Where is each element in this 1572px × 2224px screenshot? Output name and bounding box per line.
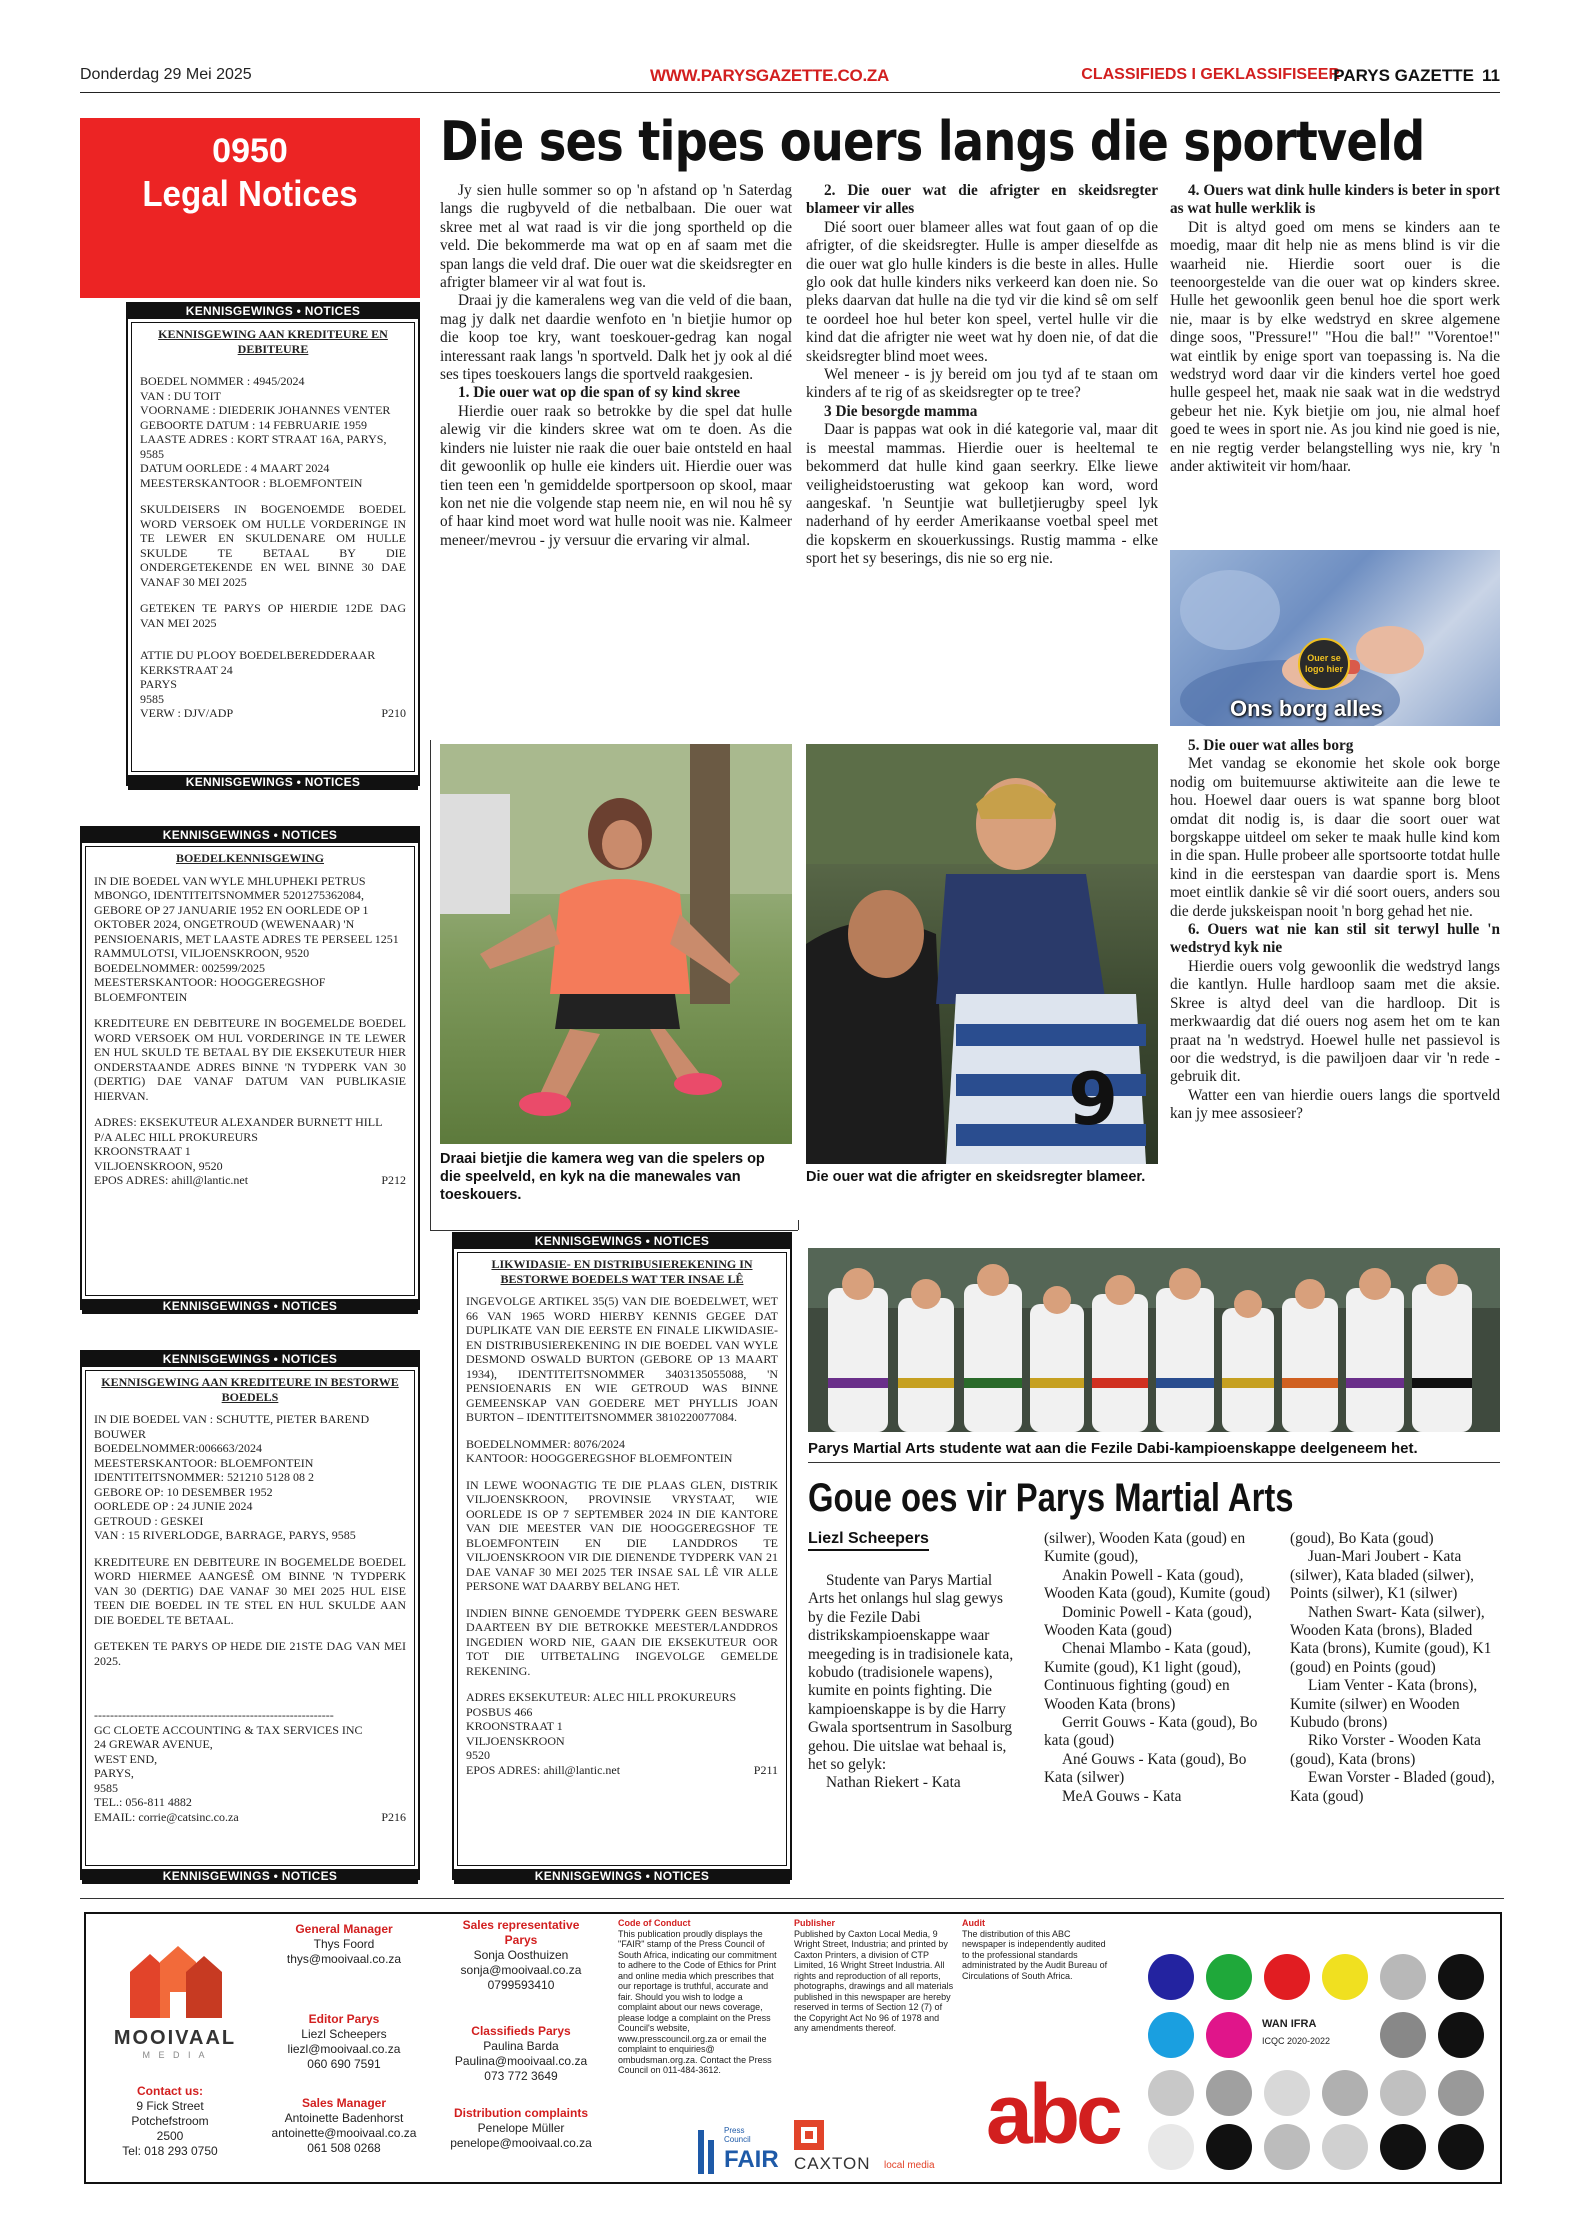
section-label: Legal Notices <box>142 173 358 214</box>
notice-details: IN DIE BOEDEL VAN WYLE MHLUPHEKI PETRUS MBONGO, IDENTITEITSNOMMER 5201275362084, GEBORE OP 27 JANUARIE 1952 EN OORLEDE OP 1 OKTOBER 2024, ONGETROUD (WEWENAAR) 'N PENSIOENARIS, MET LAASTE ADRES TE PERSEEL 1251 RAMMULOTSI, VILJOENSKROON, 9520 BOEDELNOMMER: 002599/2025 MEESTERSKANTOOR: HOOGGEREGSHOF BLOEMFONTEIN <box>94 873 399 1004</box>
article-headline: Die ses tipes ouers langs die sportveld <box>440 110 1425 173</box>
footer-audit: Audit The distribution of this ABC newspaper is independently audited to the professional standards administrated by the Audit Bureau of Circulations of South Africa. <box>962 1918 1108 1981</box>
footer-editor: Editor Parys Liezl Scheepers liezl@mooivaal.co.za 060 690 7591 <box>287 2012 401 2071</box>
color-registration-block <box>1140 1954 1490 2164</box>
article-column-2: 2. Die ouer wat die afrigter en skeidsregter blameer vir alles Dié soort ouer blameer alles wat fout gaan of op die afrigter, of die skeidsregter. Hulle is amper dieselfde as die ouer wat glo hulle kinders is die beste in alles. Hulle glo ook dat hulle kinders niks verkeerd kan doen nie. So pleks daarvan dat hulle na die tyd vir die kind sê om self te oordeel hoe hul beter kon speel, vertel hulle vir die kind dat die afrigter nie weet wat hy doen nie, of dat die skeidsregter blind moet wees. Wel meneer - is jy bereid om jou tyd af te staan om kinders af te rig of as skeidsregter op te tree? 3 Die besorgde mamma Daar is pappas wat ook in dié kategorie val, maar dit is meestal mammas. Hierdie ouer is heeltemal te bekommerd dat hulle kind gaan seerkry. Elke liewe veiligheidstoerusting wat gekoop kan word, word aangeskaf. 'n Seuntjie wat bulletjierugby speel lyk naderhand of hy eerder Amerikaanse voetbal speel met die kopskerm en skouerkussings. Rustig mamma - elke sport het sy beserings, dis nie so erg nie. <box>806 182 1158 568</box>
notice-details: BOEDELNOMMER: 8076/2024 KANTOOR: HOOGGEREGSHOF BLOEMFONTEIN <box>466 1436 733 1465</box>
notice-bar-bottom: KENNISGEWINGS • NOTICES <box>454 1869 790 1884</box>
svg-text:9: 9 <box>1068 1057 1119 1141</box>
martial-headline: Goue oes vir Parys Martial Arts <box>808 1476 1294 1520</box>
notice-p210 <box>126 302 420 789</box>
footer-distribution: Distribution complaints Penelope Müller penelope@mooivaal.co.za <box>450 2106 592 2150</box>
notice-body: INDIEN BINNE GENOEMDE TYDPERK GEEN BESWARE DAARTEEN BY DIE BETROKKE MEESTER/LANDDROS INGEDIEN WORD NIE, GAAN DIE EKSEKUTEUR OOR TOT DIE UITBETALING INGEVOLGE GEMELDE REKENING. <box>466 1605 778 1678</box>
martial-arts-illustration <box>808 1248 1500 1432</box>
notice-ref: P211 <box>753 1762 778 1777</box>
section-block <box>80 118 420 298</box>
footer-code-of-conduct: Code of Conduct This publication proudly displays the "FAIR" stamp of the Press Council of South Africa, indicating our commitment to adhere to the Code of Ethics for Print and online media which prescribes that our reportage is truthful, accurate and fair. Should you wish to lodge a complaint about our news coverage, please lodge a complaint on the Press Council's website, www.presscouncil.org.za or email the complaint to enquiries@ ombudsman.org.za. Contact the Press Council on 011-484-3612. <box>618 1918 777 2075</box>
martial-byline: Liezl Scheepers <box>808 1530 929 1551</box>
article-column-1: Jy sien hulle sommer so op 'n afstand op 'n Saterdag langs die rugbyveld of die netbalbaan. Die ouer wat skree met al wat raad is vir die jong sportheld op die veld. Die bekommerde ma wat op en af saam met die span langs die veld draf. Die ouer wat die skeidsregter en afrigter blameer vir al wat fout is. Draai jy die kameralens weg van die veld of die baan, mag jy dalk net daardie wenfoto en 'n bietjie humor op die koop toe kry, want toeskouer-gedrag kan nogal interessant raak langs 'n sportveld. Dalk het jy ook al dié ses tipes toeskouers langs die sportveld raakgesien. 1. Die ouer wat op die span of sy kind skree Hierdie ouer raak so betrokke by die spel dat hulle alewig vir die kinders skree wat om te doen. As die kinders nie luister nie raak die ouer baie ontsteld en haal dit gewoonlik op hulle eie kinders uit. Hierdie ouer was tien teen een 'n gemiddelde sportpersoon op skool, maar kon net nie die volgende stap neem nie, en wil nou hê sy of haar kind moet word wat hulle nooit was nie. Kalmeer meneer/mevrou - jy versuur die ervaring vir almal. <box>440 182 792 549</box>
mooivaal-logo-icon <box>100 1942 250 2022</box>
article-frame <box>430 740 431 1230</box>
sponsor-banner: Ons borg alles <box>1230 696 1383 721</box>
running-mother-illustration <box>440 744 792 1144</box>
notice-address: ------------------------------------------------------------ GC CLOETE ACCOUNTING & TAX SERVICES INC 24 GREWAR AVENUE, WEST END, PARYS, 9585 TEL.: 056-811 4882 EMAIL: corrie@catsinc.co.za <box>94 1708 363 1824</box>
caxton-icon <box>794 2120 824 2150</box>
photo-caption-2: Die ouer wat die afrigter en skeidsregter blameer. <box>806 1169 1146 1185</box>
martial-column-3: (goud), Bo Kata (goud) Juan-Mari Joubert - Kata (silwer), Kata bladed (silwer), Points (silwer), K1 (silwer) Nathen Swart- Kata (silwer), Wooden Kata (brons), Bladed Kata (brons), Kumite (goud), K1 (goud) en Points (goud) Liam Venter - Kata (brons), Kumite (silwer) en Wooden Kubudo (brons) Riko Vorster - Wooden Kata (goud), Kata (brons) Ewan Vorster - Bladed (goud), Kata (goud) <box>1290 1530 1495 1805</box>
notice-bar-top: KENNISGEWINGS • NOTICES <box>454 1234 790 1249</box>
press-council-small: Press Council <box>724 2126 751 2144</box>
notice-bar-bottom: KENNISGEWINGS • NOTICES <box>82 1299 418 1314</box>
sponsor-badge: Ouer se logo hier <box>1298 638 1350 690</box>
logo-sub: M E D I A <box>142 2050 208 2060</box>
notice-ref: P216 <box>381 1809 406 1824</box>
photo-running-mother <box>440 744 792 1144</box>
notice-bar-top: KENNISGEWINGS • NOTICES <box>82 1352 418 1367</box>
page-number: 11 <box>1482 66 1500 85</box>
press-council-fair: FAIR <box>724 2146 779 2173</box>
notice-title: KENNISGEWING AAN KREDITEURE EN DEBITEURE <box>158 327 388 356</box>
icqc-label: ICQC 2020-2022 <box>1262 2036 1331 2046</box>
footer-sales-rep: Sales representative Parys Sonja Oosthuizen sonja@mooivaal.co.za 0799593410 <box>460 1918 582 1992</box>
article-frame <box>430 1230 798 1231</box>
notice-body: IN LEWE WOONAGTIG TE DIE PLAAS GLEN, DISTRIK VILJOENSKROON, PROVINSIE VRYSTAAT, WIE OORLEDE IS OP 7 SEPTEMBER 2024 IN DIE KANTORE VAN DIE MEESTER VAN DIE HOOGGEREGSHOF TE BLOEMFONTEIN EN DIE LANDDROS TE VILJOENSKROON VIR DIE DIENENDE TYDPERK VAN 21 DAE VANAF 30 MEI 2025 TER INSAE SAL LÊ VIR ALLE PERSONE WAT DAARBY BELANG HET. <box>466 1477 778 1593</box>
footer-sales-manager: Sales Manager Antoinette Badenhorst antoinette@mooivaal.co.za 061 508 0268 <box>271 2096 417 2155</box>
photo-caption-1: Draai bietjie die kamera weg van die spelers op die speelveld, en kyk na die manewales van toeskouers. <box>440 1151 765 1203</box>
sponsor-photo <box>1170 550 1500 726</box>
notice-body: SKULDEISERS IN BOGENOEMDE BOEDEL WORD VERSOEK OM HULLE VORDERINGE IN TE LEWER EN SKULDENARE OM HULLE SKULDE TE BETAAL BY DIE ONDERGETEKENDE EN WEL BINNE 30 DAE VANAF 30 MEI 2025 <box>140 502 406 589</box>
caption-rule <box>808 1462 1500 1463</box>
header-rule <box>80 92 1500 93</box>
website-link[interactable]: WWW.PARYSGAZETTE.CO.ZA <box>650 66 889 85</box>
martial-column-1: Studente van Parys Martial Arts het onlangs hul slag gewys by die Fezile Dabi distrikskampioenskappe waar meegeding is in tradisionele kata, kobudo (tradisionele wapens), kumite en points fighting. Die kampioenskappe is by die Harry Gwala sportsentrum in Sasolburg gehou. Die uitslae wat behaal is, het so gelyk: Nathan Riekert - Kata <box>808 1572 1014 1792</box>
notice-title: LIKWIDASIE- EN DISTRIBUSIEREKENING IN BESTORWE BOEDELS WAT TER INSAE LÊ <box>491 1257 753 1286</box>
notice-ref: P212 <box>381 1173 406 1187</box>
mooivaal-logo <box>100 1942 250 2060</box>
article-frame <box>798 1220 799 1230</box>
referee-illustration <box>806 744 1158 1164</box>
caxton-name: CAXTON <box>794 2154 871 2173</box>
photo-parent-referee <box>806 744 1158 1164</box>
photo-martial-arts-group <box>808 1248 1500 1432</box>
article-column-3a: 4. Ouers wat dink hulle kinders is beter in sport as wat hulle werklik is Dit is altyd goed om mens se kinders aan te moedig, maar dit help nie as mens blind is vir die waarheid nie. Hierdie soort ouer is die teenoorgestelde van die ouer wat op kinders skree. Hulle het gewoonlik geen benul hoe die sport werk nie, maar is by elke wedstryd en skree algemene dinge soos, "Pressure!" "Hou die bal!" "Vorentoe!" wat eintlik by enige sport van toepassing is. Na die wedstryd word daar vir die kinders vertel hoe goed hulle gespeel het, maak nie saak wat in die wedstryd gebeur het nie. Kyk bietjie om jou, nie almal hoef goed te wees in sport nie. As jou kind nie goed is nie, en nie regtig verder belangstelling wys nie, kry 'n ander aktiwiteit vir hom/haar. <box>1170 182 1500 476</box>
notice-bar-bottom: KENNISGEWINGS • NOTICES <box>128 775 418 790</box>
press-council-icon <box>696 2126 720 2176</box>
notice-signed: GETEKEN TE PARYS OP HIERDIE 12DE DAG VAN MEI 2025 <box>140 601 406 630</box>
page-header <box>80 66 1500 90</box>
notice-title: BOEDELKENNISGEWING <box>175 851 325 865</box>
notice-ref: P210 <box>381 706 406 720</box>
notice-p212 <box>80 826 420 1313</box>
notice-address: ADRES: EKSEKUTEUR ALEXANDER BURNETT HILL P/A ALEC HILL PROKUREURS KROONSTRAAT 1 VILJOENSKROON, 9520 EPOS ADRES: ahill@lantic.net <box>94 1115 383 1187</box>
press-council-logo <box>696 2122 786 2178</box>
section-name: CLASSIFIEDS I GEKLASSIFISEER <box>1081 66 1340 83</box>
abc-logo: abc <box>986 2067 1119 2161</box>
issue-date: Donderdag 29 Mei 2025 <box>80 66 252 83</box>
notice-details: IN DIE BOEDEL VAN : SCHUTTE, PIETER BAREND BOUWER BOEDELNOMMER:006663/2024 MEESTERSKANTOOR: BLOEMFONTEIN IDENTITEITSNOMMER: 521210 5128 08 2 GEBORE OP: 10 DESEMBER 1952 OORLEDE OP : 24 JUNIE 2024 GETROUD : GESKEI VAN : 15 RIVERLODGE, BARRAGE, PARYS, 9585 <box>94 1412 370 1542</box>
notice-title: KENNISGEWING AAN KREDITEURE IN BESTORWE BOEDELS <box>101 1375 399 1404</box>
martial-photo-caption: Parys Martial Arts studente wat aan die Fezile Dabi-kampioenskappe deelgeneem het. <box>808 1440 1418 1457</box>
notice-signed: GETEKEN TE PARYS OP HEDE DIE 21STE DAG VAN MEI 2025. <box>94 1639 406 1668</box>
notice-p216 <box>80 1350 420 1883</box>
notice-body: KREDITEURE EN DEBITEURE IN BOGEMELDE BOEDEL WORD HIERMEE AANGESÊ OM BINNE 'N TYDPERK VAN 30 (DERTIG) DAE VANAF 30 MEI 2025 HUL EISE TEEN DIE BOEDEL IN TE STEL EN HUL SKULDE AAN DIE BOEDEL TE BETAAL. <box>94 1554 406 1627</box>
wan-ifra-label: WAN IFRA <box>1262 2018 1317 2030</box>
notice-p211 <box>452 1232 792 1883</box>
notice-bar-top: KENNISGEWINGS • NOTICES <box>82 828 418 843</box>
footer-classifieds: Classifieds Parys Paulina Barda Paulina@mooivaal.co.za 073 772 3649 <box>454 2024 588 2083</box>
notice-body: INGEVOLGE ARTIKEL 35(5) VAN DIE BOEDELWET, WET 66 VAN 1965 WORD HIERBY KENNIS GEGEE DAT DUPLIKATE VAN DIE EERSTE EN FINALE LIKWIDASIE- EN DISTRIBUSIEREKENING IN DIE BOEDEL VAN WYLE DESMOND OSWALD BURTON (GEBORE OP 13 MAART 1934), IDENTITEITSNOMMER 3403135055088, 'N PENSIOENARIS EN WIE GETROUD WAS BINNE GEMEENSKAP VAN GOEDERE MET PHYLLIS JOAN BURTON – IDENTITEITSNOMMER 3810220077084. <box>466 1294 778 1424</box>
notice-body: KREDITEURE EN DEBITEURE IN BOGEMELDE BOEDEL WORD VERSOEK OM HUL VORDERINGE IN TE LEWER EN HUL SKULD TE BETAAL BY DIE EKSEKUTEUR HIER ONDERSTAANDE ADRES BINNE 'N TYDPERK VAN 30 (DERTIG) DAE VANAF DATUM VAN PUBLIKASIE HIERVAN. <box>94 1016 406 1103</box>
section-number: 0950 <box>212 132 288 170</box>
notice-address: ADRES EKSEKUTEUR: ALEC HILL PROKUREURS POSBUS 466 KROONSTRAAT 1 VILJOENSKROON 9520 EPOS ADRES: ahill@lantic.net <box>466 1690 737 1777</box>
notice-bar-bottom: KENNISGEWINGS • NOTICES <box>82 1869 418 1884</box>
article-column-3b: 5. Die ouer wat alles borg Met vandag se ekonomie het skole ook borge nodig om buitemuurse aktiwiteite aan die lewe te hou. Hoewel daar ouers is wat spanne borg bloot omdat dit nodig is, is daar die soort ouer wat borgskappe uitdeel om seker te maak hulle kind kom in die span. Hulle probeer alle sportsoorte totdat hulle kind in die eerstespan van daardie sport is. Mens moet eintlik dankie sê vir dié soort ouers, anders sou die derde jukskeispan nooit 'n borg gehad het nie. 6. Ouers wat nie kan stil sit terwyl hulle 'n wedstryd kyk nie Hierdie ouers volg gewoonlik die wedstryd langs die kantlyn. Hulle hardloop saam met die aksie. Skree is altyd deel van die hardloop. Dit is merkwaardig dat dié ouers nog asem het om te kan praat na 'n wedstryd. Hoewel hulle net passievol is oor die wedstryd, is die pawiljoen daar vir 'n rede - gebruik dit. Watter een van hierdie ouers langs die sportveld kan jy mee assosieer? <box>1170 737 1500 1123</box>
notice-address: ATTIE DU PLOOY BOEDELBEREDDERAAR KERKSTRAAT 24 PARYS 9585 VERW : DJV/ADP <box>140 648 376 720</box>
martial-column-2: (silwer), Wooden Kata (goud) en Kumite (goud), Anakin Powell - Kata (goud), Wooden Kata (goud), Kumite (goud) Dominic Powell - Kata (goud), Wooden Kata (goud) Chenai Mlambo - Kata (goud), Kumite (goud), K1 light (goud), Continuous fighting (goud) en Wooden Kata (brons) Gerrit Gouws - Kata (goud), Bo kata (goud) Ané Gouws - Kata (goud), Bo Kata (silwer) MeA Gouws - Kata <box>1044 1530 1271 1805</box>
notice-bar-top: KENNISGEWINGS • NOTICES <box>128 304 418 319</box>
footer-general-manager: General Manager Thys Foord thys@mooivaal.co.za <box>286 1922 402 1966</box>
footer-rule <box>80 1898 1504 1899</box>
logo-name: MOOIVAAL <box>113 2027 237 2049</box>
footer-publisher: Publisher Published by Caxton Local Media, 9 Wright Street, Industria; and printed by Caxton Printers, a division of CTP Limited, 16 Wright Street Industria. All rights and reproduction of all reports, photographs, drawings and all materials published in this newspaper are hereby reserved in terms of Section 12 (7) of the Copyright Act No 96 of 1978 and any amendments thereof. <box>794 1918 954 2033</box>
caxton-sub: local media <box>884 2160 935 2171</box>
footer-contact: Contact us: 9 Fick Street Potchefstroom 2500 Tel: 018 293 0750 <box>122 2084 218 2158</box>
caxton-logo <box>794 2120 964 2176</box>
footer-box <box>84 1912 1502 2184</box>
notice-details: BOEDEL NOMMER : 4945/2024 VAN : DU TOIT VOORNAME : DIEDERIK JOHANNES VENTER GEBOORTE DATUM : 14 FEBRUARIE 1959 LAASTE ADRES : KORT STRAAT 16A, PARYS, 9585 DATUM OORLEDE : 4 MAART 2024 MEESTERSKANTOOR : BLOEMFONTEIN <box>140 374 391 490</box>
paper-name: PARYS GAZETTE <box>1333 66 1474 85</box>
